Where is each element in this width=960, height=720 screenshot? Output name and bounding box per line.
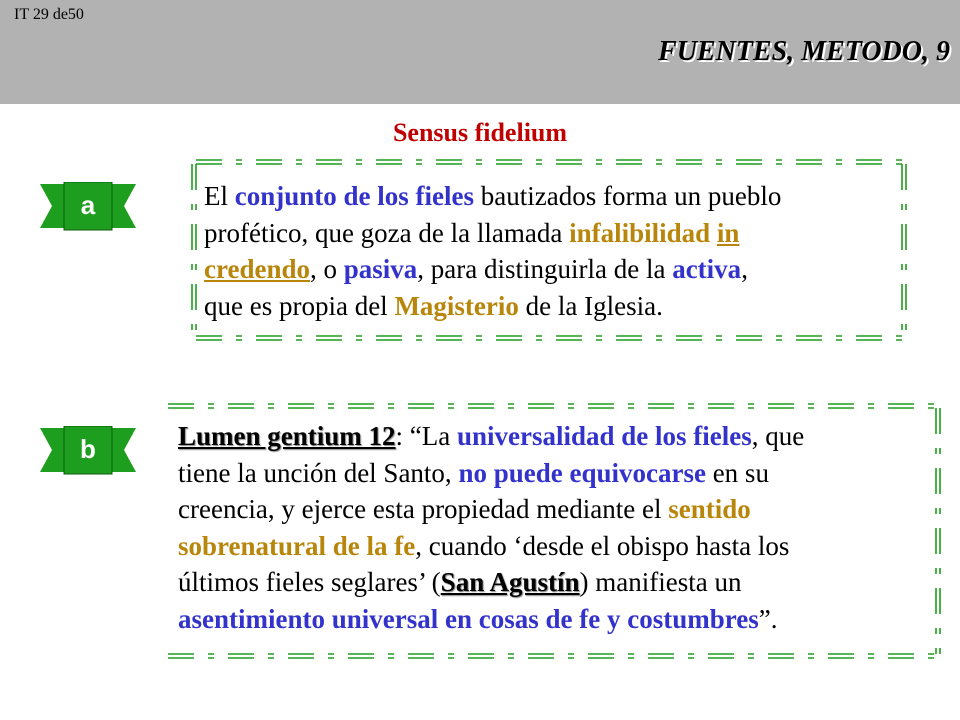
highlight-pasiva: pasiva	[343, 254, 418, 284]
highlight-no-puede: no puede equivocarse	[458, 457, 706, 488]
highlight-sobrenatural: sobrenatural de la fe	[178, 530, 416, 561]
text-line	[204, 251, 781, 288]
text-line	[204, 215, 781, 252]
slide-number: IT 29 de50	[14, 6, 84, 23]
badge-letter: a	[80, 190, 96, 220]
text-run: que es propia del	[204, 290, 395, 321]
highlight-infalibilidad: infalibilidad	[569, 217, 711, 248]
badge-letter: b	[80, 434, 96, 464]
highlight-asentimiento: asentimiento universal en cosas de fe y costumbres	[178, 603, 759, 634]
text-line	[178, 455, 804, 492]
text-line	[178, 601, 804, 638]
text-run: , que	[751, 421, 805, 451]
text-run	[710, 218, 717, 248]
highlight-in: in	[716, 217, 740, 248]
highlight-activa: activa	[672, 254, 742, 284]
text-run: ”.	[758, 603, 778, 634]
text-run: últimos fieles seglares’ (	[178, 567, 441, 597]
text-run: creencia, y ejerce esta propiedad mediante el	[178, 494, 669, 524]
item-a-text	[204, 178, 781, 324]
text-run: El	[204, 181, 235, 211]
text-run: , para distinguirla de la	[417, 254, 673, 284]
text-run: , o	[310, 254, 344, 284]
text-run: , cuando ‘desde el obispo hasta los	[415, 530, 790, 561]
text-run: ,	[741, 254, 748, 284]
text-run: tiene la unción del Santo,	[178, 457, 459, 488]
highlight-universalidad: universalidad de los fieles	[457, 421, 752, 451]
highlight-credendo: credendo	[204, 254, 310, 284]
text-run: : “La	[395, 421, 457, 451]
citation-san-agustin: San Agustín	[440, 567, 580, 597]
highlight-conjunto: conjunto de los fieles	[234, 181, 474, 211]
text-line	[178, 564, 804, 601]
header-title: FUENTES, METODO, 9	[658, 36, 950, 67]
text-run: profético, que goza de la llamada	[204, 217, 570, 248]
text-line	[178, 418, 804, 455]
badge-a	[40, 182, 136, 232]
text-run: ) manifiesta un	[579, 567, 742, 597]
slide-subtitle: Sensus fidelium	[392, 118, 568, 147]
item-b-text	[178, 418, 804, 637]
header-bar	[0, 0, 960, 104]
text-run: en su	[705, 457, 769, 488]
text-run: bautizados forma un pueblo	[474, 181, 782, 211]
citation-lumen-gentium: Lumen gentium 12	[178, 421, 396, 451]
text-run: de la Iglesia.	[518, 290, 663, 321]
text-line	[204, 288, 781, 325]
highlight-sentido: sentido	[668, 494, 751, 524]
badge-b	[40, 426, 136, 476]
highlight-magisterio: Magisterio	[394, 290, 519, 321]
text-line	[204, 178, 781, 215]
text-line	[178, 528, 804, 565]
text-line	[178, 491, 804, 528]
